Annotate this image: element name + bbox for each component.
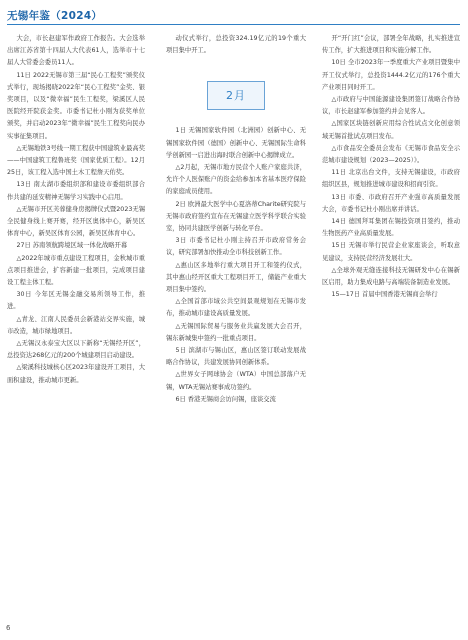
entry-paragraph: △全球外观无缝连接科技无锡研发中心在锡新区启用，助力集成电路与高端装备制造业发展。 <box>322 266 460 287</box>
entry-paragraph: △2月起，无锡市地方民营个人账户家庭共济，允许个人医保账户的资金给参加本省基本医疗保险的家庭成员使用。 <box>166 164 306 196</box>
entry-paragraph: △无锡市开区芙蓉健身房揭牌仪式暨2023无锡全民健身线上赛开赛，经开区奥体中心，新吴区体育中心，新吴区体育公园，新吴区体育中心。 <box>7 205 145 238</box>
entry-paragraph: 15日 无锡市举行民营企业家座谈会，听取意见建议，支持民营经济发展壮大。 <box>322 242 460 262</box>
text-column-middle <box>166 33 306 406</box>
entry-paragraph: △市食品安全委员会发布《无锡市食品安全示范城市建设规划（2023—2025）》。 <box>322 144 460 165</box>
entry-paragraph: 14日 德国拜耳集团在锡投资项目签约，推动生物医药产业高质量发展。 <box>322 218 460 238</box>
month-heading <box>207 81 265 110</box>
entry-paragraph: 开“开门红”会议，部署全年战略，扎实推进宣传工作，扩大推进项目和实施分解工作。 <box>322 35 460 55</box>
entry-paragraph: 5日 滨湖市与锡山区，惠山区签订联动发展战略合作协议，共建发展协同创新体系。 <box>166 347 306 367</box>
entry-paragraph: 大会，市长赵建军作政府工作报告。大会选举出席江苏省第十四届人大代表61人，选举市十七届人大常委会委员11人。 <box>7 35 145 67</box>
entry-paragraph: 13日 市委、市政府召开产业强市高质量发展大会，市委书记杜小刚出席并讲话。 <box>322 193 460 213</box>
entry-paragraph: △无锡国际贸易与服务业共赢发展大会召开，锡东新城集中签约一批重点项目。 <box>166 322 306 342</box>
entry-paragraph: △国家区块链创新应用综合性试点文化创意领域无锡首批试点项目发布。 <box>322 120 460 140</box>
entry-paragraph: 11日 北京出台文件，支持无锡建设，市政府组织区县，规划推进城市建设和招商引资。 <box>322 169 460 189</box>
text-column-left <box>7 33 145 387</box>
entry-paragraph: 15—17日 首届中国香港无锡商会举行 <box>331 291 438 299</box>
entry-paragraph: 13日 南太湖市委组织部和建设市委组织部合作共建的延安精神无锡学习实践中心启用。 <box>7 181 145 201</box>
entry-paragraph: △无锡汉永泰宝大区以下新称“无锡经开区”，总投资达268亿元的200个城建项目启动建设。 <box>7 340 145 360</box>
entry-paragraph: 2日 欧洲最大医学中心夏洛蒂Charite研究院与无锡市政府签约宣布在无锡建立医学科学联合实验室，协同共建医学创新与转化平台。 <box>166 200 306 233</box>
entry-paragraph: 动仪式举行，总投资324.19亿元的19个重大项目集中开工。 <box>166 35 306 55</box>
entry-paragraph: △惠山区多地举行重大项目开工和签约仪式，其中惠山经开区重大工程项目开工，储能产业重大项目集中签约。 <box>166 261 306 294</box>
entry-paragraph: △无锡地铁3号线一期工程获中国建筑业最高奖——中国建筑工程鲁班奖（国家优质工程）。12月25日，该工程入选中国土木工程詹天佑奖。 <box>7 144 145 177</box>
entry-paragraph: 11日 2022无锡市第三届“民心工程奖”颁奖仪式举行，现场揭晓2022年“民心工程奖”金奖、银奖项目，以及“微幸福”民生工程奖，梁溪区人民医院经开院获金奖。市委书记杜小刚为获奖单位颁奖，并启动2023年“微幸福”民生工程奖向民办实事征集项目。 <box>7 71 145 140</box>
month-label: 2月 <box>226 88 246 102</box>
yearbook-title: 无锡年鉴（2024） <box>7 10 103 22</box>
entry-paragraph: 30日 今年区无锡金融交易所领导工作，推进。 <box>7 291 145 311</box>
entry-paragraph: △全国首部市域公共空间景观规划在无锡市发布，推动城市建设高质量发展。 <box>166 298 306 318</box>
entry-paragraph: △世界女子网球协会（WTA）中国总部落户无锡，WTA无锡站赛事成功签约。 <box>166 371 306 391</box>
entry-paragraph: △市政府与中国能源建设集团签订战略合作协议，市长赵建军参加签约并会见客人。 <box>322 96 460 116</box>
entry-paragraph: 10日 全市2023年一季度重大产业项目暨集中开工仪式举行，总投资1444.2亿元的176个重大产业项目同时开工。 <box>322 59 460 91</box>
entry-paragraph: 6日 香港无锡商会访问锡，座谈交流 <box>175 395 276 403</box>
entry-paragraph: △青龙、江南人民委员会新港站交界实施，城市改造，城市绿地项目。 <box>7 315 145 335</box>
entry-paragraph: 3日 市委书记杜小刚主持召开市政府常务会议，研究部署加快推动全市科技创新工作。 <box>166 237 306 257</box>
page-number: 6 <box>6 624 11 632</box>
entry-paragraph: △梁溪科技城核心区2023年建设开工项目，大面积建设，推动城市更新。 <box>7 364 145 384</box>
page-header <box>7 4 460 25</box>
entry-paragraph: 27日 苏南领航跨境区域一体化战略开幕 <box>16 242 128 250</box>
text-column-right <box>322 33 460 301</box>
entry-paragraph: △2022年城市重点建设工程项目，金秋城市重点项目推进会，扩容新建一批项目，完成项目建设工程主体工程。 <box>7 254 145 287</box>
entry-paragraph: 1日 无锡国家软件园（北洲园）创新中心、无锡国家软件园（德国）创新中心、无锡国际生命科学创新园一启进出海时联合创新中心揭牌成立。 <box>166 127 306 159</box>
